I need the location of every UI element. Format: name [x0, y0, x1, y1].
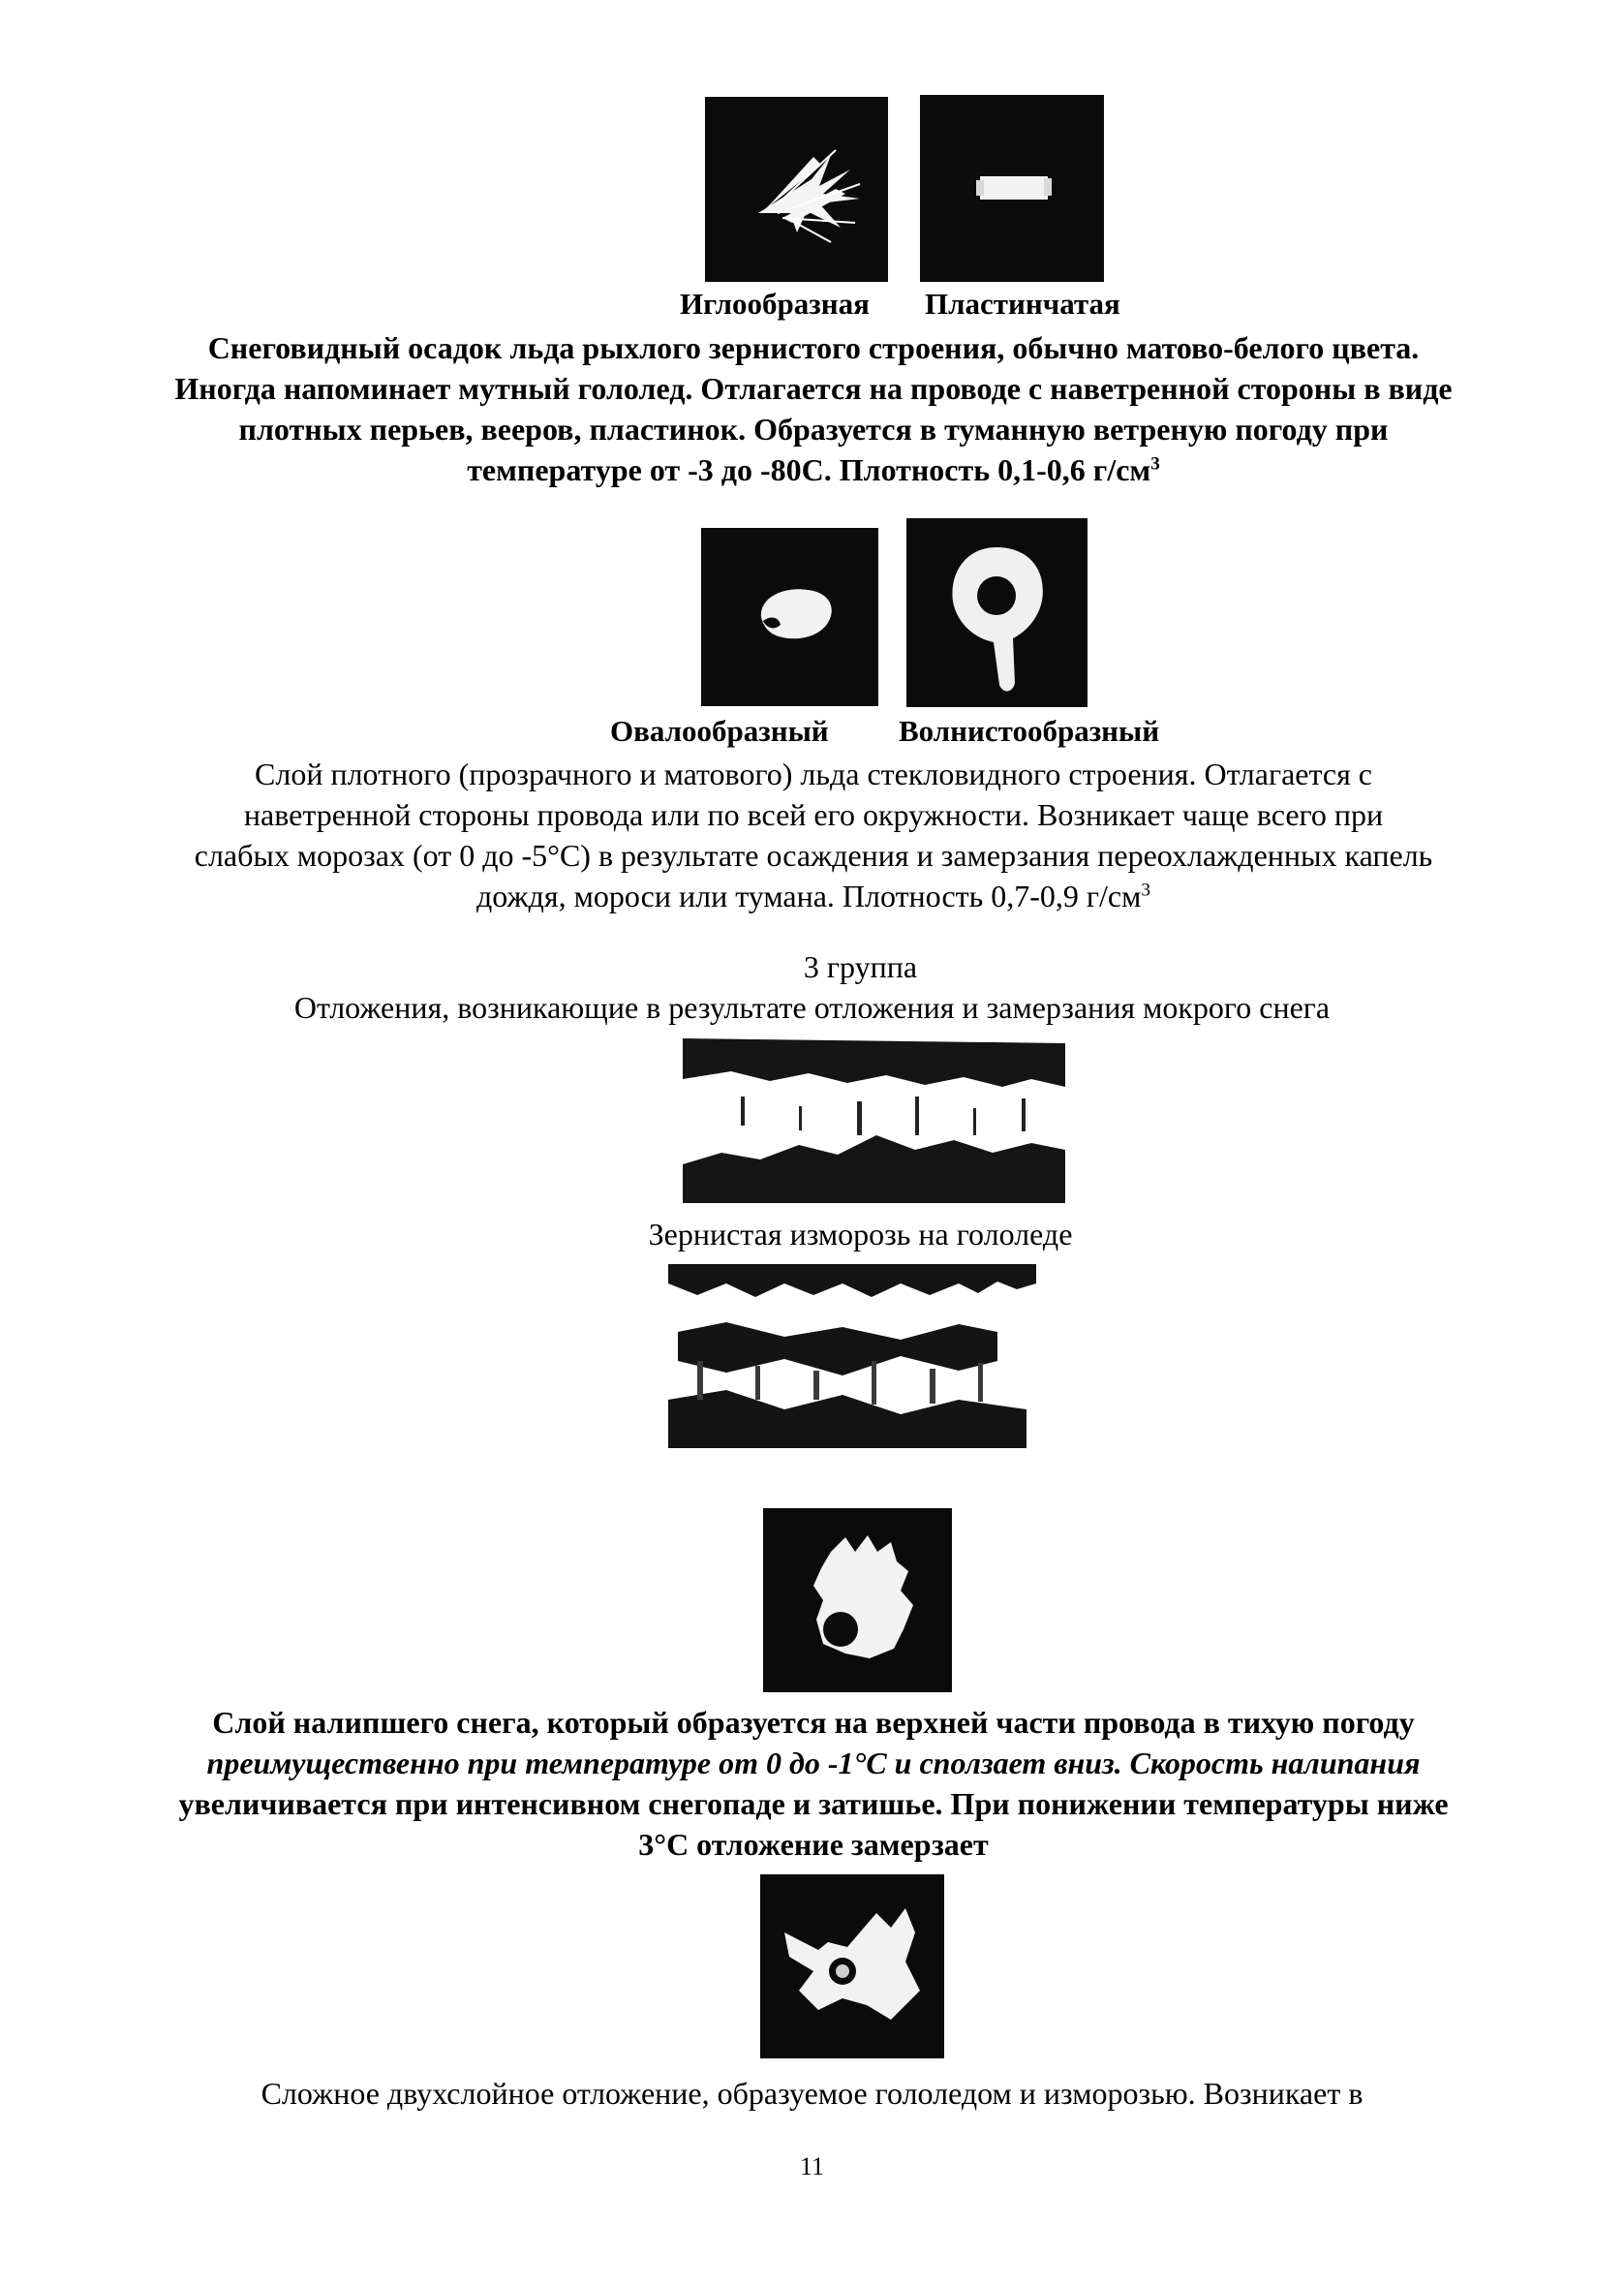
granular-strip-1-image	[683, 1029, 1065, 1203]
wet-snow-image	[763, 1508, 952, 1692]
figure-granular-strip-1	[683, 1029, 1065, 1203]
figure-needle-rime	[705, 97, 888, 282]
paragraph-wet-snow	[165, 1702, 1462, 1865]
figure-plate-rime	[920, 95, 1104, 282]
group-subtitle: Отложения, возникающие в результате отложения и замерзания мокрого снега	[293, 990, 1331, 1025]
figure-granular-strip-2	[668, 1254, 1036, 1448]
paragraph-rime	[165, 327, 1462, 490]
plate-rime-image	[920, 95, 1104, 282]
paragraph-line: слабых морозах (от 0 до -5°С) в результате осаждения и замерзания переохлажденных капель	[194, 838, 1433, 873]
paragraph-line: Снеговидный осадок льда рыхлого зернистого строения, обычно матово-белого цвета.	[207, 330, 1420, 365]
needle-rime-image	[705, 97, 888, 282]
figure-wet-snow	[763, 1508, 952, 1692]
density-text: температуре от -3 до -80С. Плотность 0,1-0,6 г/см	[467, 452, 1151, 487]
paragraph-line: Слой плотного (прозрачного и матового) льда стекловидного строения. Отлагается с	[255, 757, 1372, 791]
paragraph-line: Иногда напоминает мутный гололед. Отлагается на проводе с наветренной стороны в виде	[174, 371, 1453, 406]
caption-wavy: Волнистообразный	[899, 714, 1160, 748]
figure-oval-glaze	[701, 528, 878, 706]
oval-glaze-image	[701, 528, 878, 706]
mixed-deposit-image	[760, 1874, 944, 2058]
paragraph-line: 3°С отложение замерзает	[638, 1827, 989, 1862]
wavy-glaze-image	[906, 518, 1088, 707]
density-text: дождя, мороси или тумана. Плотность 0,7-0,9 г/см	[476, 879, 1142, 913]
figure-mixed-deposit	[760, 1874, 944, 2058]
figure-wavy-glaze	[906, 518, 1088, 707]
caption-plate: Пластинчатая	[925, 287, 1120, 321]
caption-granular: Зернистая изморозь на гололеде	[648, 1217, 1073, 1252]
paragraph-line: увеличивается при интенсивном снегопаде и затишье. При понижении температуры ниже	[178, 1786, 1449, 1821]
superscript: 3	[1150, 453, 1160, 475]
group-title: 3 группа	[803, 949, 918, 984]
paragraph-line: преимущественно при температуре от 0 до -1°С и сползает вниз. Скорость налипания	[206, 1746, 1421, 1780]
superscript: 3	[1141, 880, 1150, 901]
paragraph-line: Слой налипшего снега, который образуется на верхней части провода в тихую погоду	[212, 1705, 1415, 1740]
paragraph-line: плотных перьев, вееров, пластинок. Образуется в туманную ветреную погоду при	[238, 412, 1389, 447]
paragraph-mixed: Сложное двухслойное отложение, образуемое гололедом и изморозью. Возникает в	[260, 2076, 1364, 2111]
paragraph-last-line	[165, 449, 1462, 490]
granular-strip-2-image	[668, 1254, 1036, 1448]
caption-oval: Овалообразный	[610, 714, 829, 748]
caption-needle: Иглообразная	[680, 287, 870, 321]
paragraph-line: наветренной стороны провода или по всей его окружности. Возникает чаще всего при	[243, 797, 1384, 832]
page-number: 11	[799, 2152, 825, 2180]
paragraph-last-line	[165, 876, 1462, 916]
paragraph-glaze	[165, 754, 1462, 916]
